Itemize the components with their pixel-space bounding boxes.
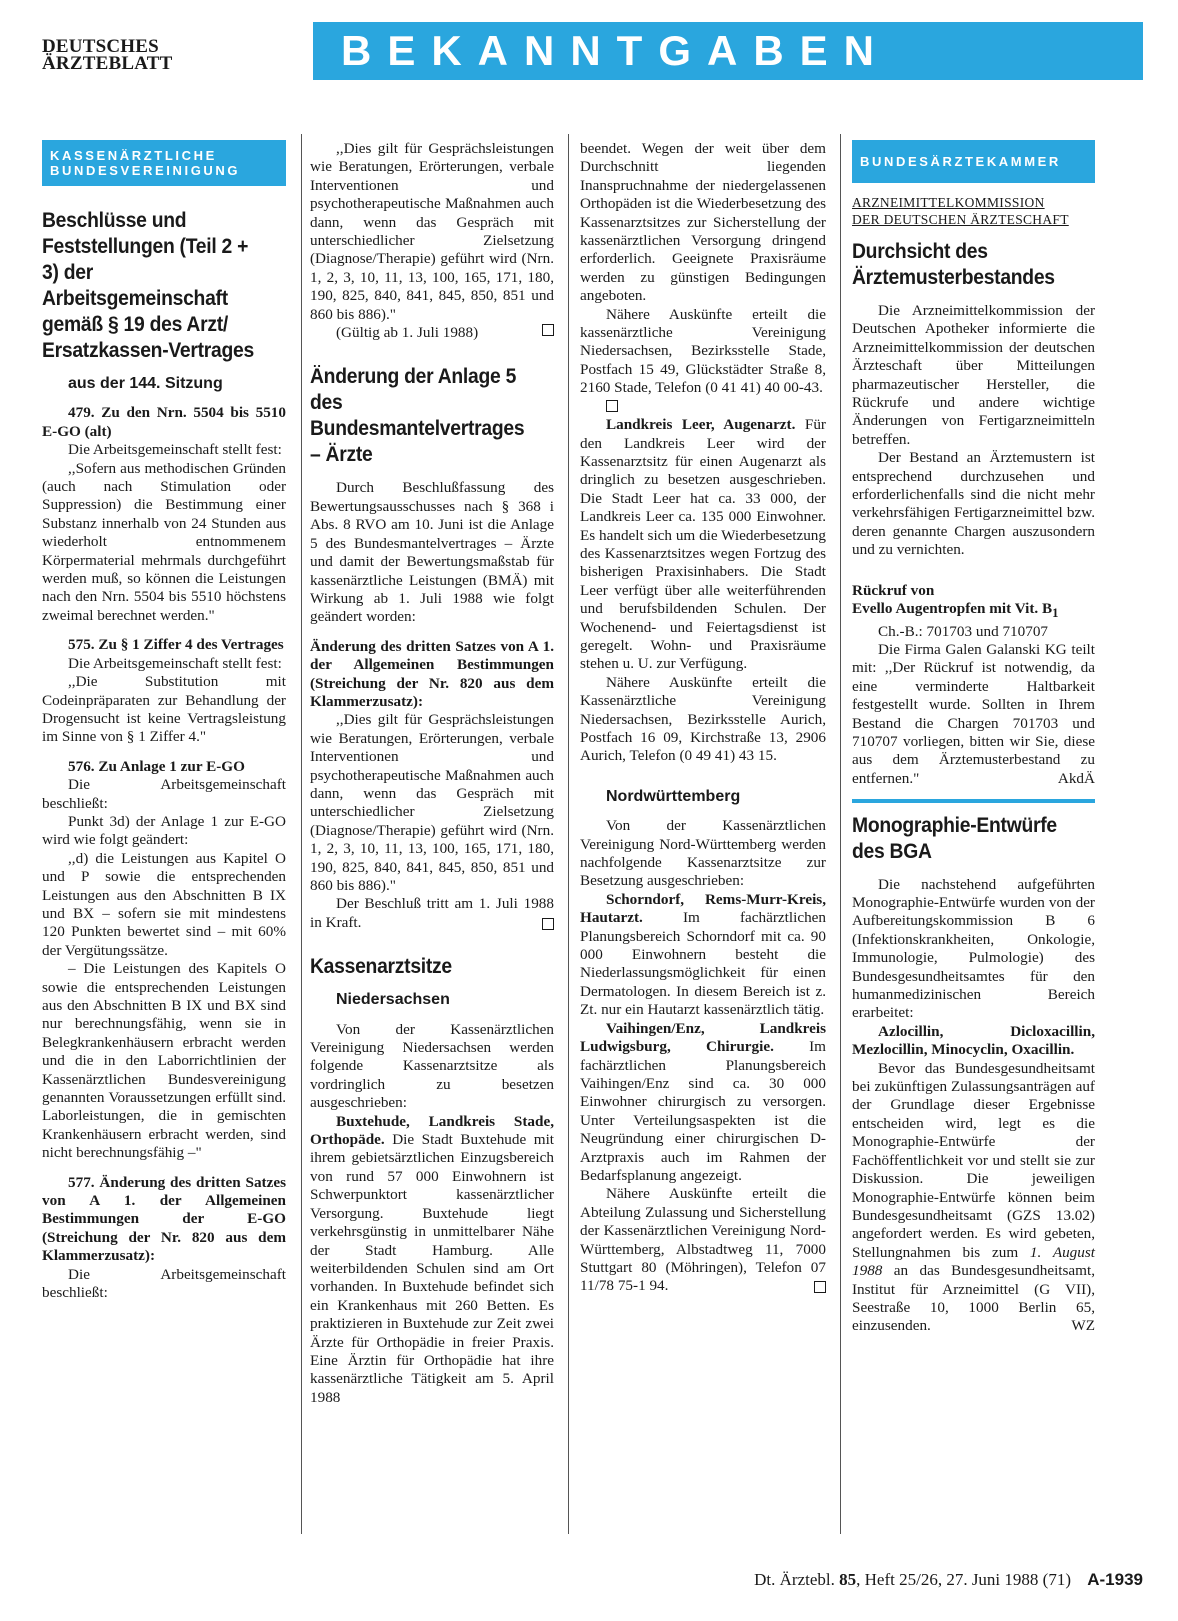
paragraph: beendet. Wegen der weit über dem Durchschnitt liegenden Inanspruchnahme der niedergelassenen Orthopäden ist die Wiederbesetzung des Kassenarztsitzes zur Sicherstellung der kassenärztlichen Versorgung dringend erforderlich. Geeignete Praxisräume werden zu günstigen Bedingungen angeboten.	[580, 140, 826, 305]
article-headline: Durchsicht des Ärztemusterbestandes	[852, 240, 1055, 289]
paragraph: – Die Leistungen des Kapitels O sowie die entsprechenden Leistungen aus den Abschnitten B IX und BX sind nur berechnungsfähig, wenn sie in Belegkrankenhäusern erbracht werden und die in den Laborrichtlinien der Kassenärztlichen Bundesvereinigung genannten Voraussetzungen erfüllt sind. Laborleistungen, die in gemischten Krankenhäusern erbracht werden, sind nicht berechnungsfähig –"	[42, 960, 286, 1162]
bold-lead: Buxtehude, Landkreis Stade, Orthopäde.	[310, 1112, 554, 1149]
validity-note: (Gültig ab 1. Juli 1988)	[336, 324, 479, 342]
paragraph-text: Im fachärztlichen Planungsbereich Schorndorf mit ca. 90 000 Einwohnern besteht die Niederlassungsmöglichkeit für einen Dermatologen. In diesem Bereich ist z. Zt. nur ein Hautarzt kassenärztlich tätig.	[580, 909, 826, 1019]
signature: WZ	[1071, 1317, 1095, 1335]
end-of-article-box	[542, 324, 554, 336]
paragraph-text: Der Beschluß tritt am 1. Juli 1988 in Kraft.	[310, 895, 554, 931]
drug-list: Azlocillin, Dicloxacillin, Mezlocillin, Minocyclin, Oxacillin.	[852, 1022, 1095, 1059]
masthead-line1: DEUTSCHES	[42, 36, 159, 57]
column-rule	[840, 134, 841, 1534]
section-heading: 576. Zu Anlage 1 zur E-GO	[68, 757, 245, 775]
page-footer	[600, 1570, 1143, 1590]
footer-page-number: A-1939	[1087, 1570, 1143, 1589]
divider	[852, 799, 1095, 803]
paragraph: Der Bestand an Ärztemustern ist entsprechend durchzusehen und erforderlichenfalls sind die nicht mehr verkehrsfähigen Fertigarzneimittel bzw. deren genannte Chargen auszusondern und zu vernichten.	[852, 449, 1095, 559]
masthead-line2: ÄRZTEBLATT	[42, 53, 173, 74]
bold-lead: Vaihingen/Enz, Landkreis Ludwigsburg, Chirurgie.	[580, 1019, 826, 1056]
paragraph: Ch.-B.: 701703 und 710707	[878, 622, 1049, 640]
paragraph-text: Die Stadt Buxtehude mit ihrem gebietsärztlichen Einzugsbereich von rund 57 000 Einwohnern ist Schwerpunktort kassenärztlicher Versorgung. Buxtehude liegt verkehrsgünstig in unmittelbarer Nähe der Stadt Hamburg. Alle weiterbildenden Schulen sind am Ort vorhanden. In Buxtehude befindet sich ein Krankenhaus mit 260 Betten. Es praktizieren in Buxtehude zur Zeit zwei Ärzte für Orthopädie in freier Praxis. Eine Ärztin für Orthopädie hat ihre kassenärztliche Tätigkeit am 5. April 1988	[310, 1131, 555, 1406]
paragraph: Die Arbeitsgemeinschaft beschließt:	[42, 776, 286, 812]
bold-lead: Schorndorf, Rems-Murr-Kreis, Hautarzt.	[580, 890, 826, 927]
paragraph	[580, 1020, 826, 1186]
end-of-article-box	[542, 918, 554, 930]
paragraph: ,,Dies gilt für Gesprächsleistungen wie Beratungen, Erörterungen, verbale Interventionen und psychotherapeutische Maßnahmen auch dann, wenn das Gespräch mit unterschiedlicher Zielsetzung (Diagnose/Therapie) geführt wird (Nrn. 1, 2, 3, 10, 11, 13, 100, 165, 171, 180, 190, 825, 840, 841, 845, 850, 851 und 860 bis 886)."	[310, 140, 554, 323]
paragraph: Die nachstehend aufgeführten Monographie-Entwürfe wurden von der Aufbereitungskommission B 6 (Infektionskrankheiten, Onkologie, Immunologie, Pulmologie) des Bundesgesundheitsamtes für den humanmedizinischen Bereich erarbeitet:	[852, 875, 1095, 1022]
end-of-article-box	[606, 400, 618, 412]
article-headline: Beschlüsse und Feststellungen (Teil 2 + 3) der Arbeitsgemeinschaft gemäß § 19 des Arzt/ Ersatzkassen-Vertrages	[42, 209, 254, 362]
footer-issue: , Heft 25/26, 27. Juni 1988 (71)	[856, 1570, 1071, 1589]
recall-heading: Rückruf von	[852, 581, 935, 599]
paragraph: ,,Sofern aus methodischen Gründen (auch nach Stimulation oder Suppression) die Bestimmung einer Substanz innerhalb von 24 Stunden aus wiederholt entnommenem Körpermaterial mehrmals durchgeführt werden muß, so können die Leistungen nach den Nrn. 5504 bis 5510 höchstens zweimal berechnet werden."	[42, 459, 286, 624]
column-rule	[568, 134, 569, 1534]
paragraph: Durch Beschlußfassung des Bewertungsausschusses nach § 368 i Abs. 8 RVO am 10. Juni ist die Anlage 5 des Bundesmantelvertrages – Ärzte und damit der Bewertungsmaßstab für kassenärztliche Leistungen (BMÄ) mit Wirkung ab 1. Juli 1988 wie folgt geändert worden:	[310, 479, 554, 626]
column-1	[42, 140, 286, 1303]
paragraph-text: Im fachärztlichen Planungsbereich Vaihingen/Enz sind ca. 30 000 Einwohner chirurgisch zu versorgen. Unter Verteilungsaspekten ist die Neugründung einer chirurgischen D-Arztpraxis auch im Rahmen der Bedarfsplanung angezeigt.	[580, 1038, 826, 1184]
paragraph-text: an das Bundesgesundheitsamt, Institut für Arzneimittel (G VII), Seestraße 10, 1000 Berlin 65, einzusenden.	[852, 1262, 1095, 1335]
session-subtitle: aus der 144. Sitzung	[68, 375, 223, 392]
paragraph: ,,Die Substitution mit Codeinpräparaten zur Behandlung der Drogensucht ist keine Vertragsleistung im Sinne von § 1 Ziffer 4."	[42, 673, 286, 746]
recall-product-name: Evello Augentropfen mit Vit. B	[852, 600, 1053, 618]
column-rule	[301, 134, 302, 1534]
end-of-article-box	[814, 1281, 826, 1293]
paragraph	[310, 895, 554, 932]
paragraph	[310, 324, 554, 342]
footer-volume: 85	[839, 1570, 857, 1589]
paragraph: ,,d) die Leistungen aus Kapitel O und P sowie die entsprechenden Leistungen aus den Abschnitten B IX und BX – sofern sie mit mindestens 120 Punkten bewertet sind – mit 60% der Vergütungssätze.	[42, 849, 286, 959]
footer-journal: Dt. Ärztebl.	[754, 1570, 835, 1589]
paragraph	[580, 416, 826, 674]
paragraph-text: Bevor das Bundesgesundheitsamt bei zukünftigen Zulassungsanträgen auf der Grundlage dieser Ergebnisse entscheiden wird, legt es die Monographie-Entwürfe der Fachöffentlichkeit vor und stellt sie zur Diskussion. Die jeweiligen Monographie-Entwürfe können beim Bundesgesundheitsamt (GZS 13.02) angefordert werden. Es wird gebeten, Stellungnahmen bis zum	[852, 1059, 1095, 1261]
paragraph: Die Firma Galen Galanski KG teilt mit: ,,Der Rückruf ist notwendig, da eine verminderte Haltbarkeit festgestellt wurde. Sollten in Ihrem Bestand die Chargen 701703 und 710707 vorliegen, bitten wir Sie, diese aus dem Ärztemusterbestand zu entfernen."	[852, 640, 1095, 787]
paragraph	[310, 1113, 554, 1408]
kicker-line: KASSENÄRZTLICHE	[50, 148, 217, 163]
section-kicker	[42, 140, 286, 186]
masthead	[42, 38, 172, 72]
article-headline: Monographie-Entwürfe des BGA	[852, 813, 1057, 863]
recall-product-subscript: 1	[1052, 606, 1059, 621]
paragraph-text: Nähere Auskünfte erteilt die Abteilung Zulassung und Sicherstellung der Kassenärztlichen Vereinigung Nord-Württemberg, Albstadtweg 11, 7000 Stuttgart 80 (Möhringen), Telefon 07 11/78 75-1 94.	[580, 1185, 826, 1295]
section-banner	[313, 22, 1143, 80]
banner-title: BEKANNTGABEN	[341, 27, 890, 74]
section-heading: 479. Zu den Nrn. 5504 bis 5510 E-GO (alt)	[42, 404, 286, 440]
end-mark	[580, 398, 826, 416]
paragraph: Die Arbeitsgemeinschaft beschließt:	[42, 1265, 286, 1302]
org-line: DER DEUTSCHEN ÄRZTESCHAFT	[852, 212, 1069, 227]
section-kicker	[852, 140, 1095, 183]
paragraph	[580, 1185, 826, 1295]
kicker-line: BUNDESÄRZTEKAMMER	[860, 154, 1061, 169]
paragraph: Nähere Auskünfte erteilt die Kassenärztliche Vereinigung Niedersachsen, Bezirksstelle Aurich, Postfach 16 09, Kirchstraße 13, 2906 Aurich, Telefon (0 49 41) 43 15.	[580, 673, 826, 765]
paragraph: Punkt 3d) der Anlage 1 zur E-GO wird wie folgt geändert:	[42, 812, 286, 849]
region-subtitle: Nordwürttemberg	[606, 787, 741, 805]
paragraph: Von der Kassenärztlichen Vereinigung Niedersachsen werden folgende Kassenarztsitze als vordringlich zu besetzen ausgeschrieben:	[310, 1020, 554, 1112]
paragraph: Von der Kassenärztlichen Vereinigung Nord-Württemberg werden nachfolgende Kassenarztsitze zur Besetzung ausgeschrieben:	[580, 817, 826, 890]
paragraph: Die Arbeitsgemeinschaft stellt fest:	[68, 441, 282, 459]
section-heading: 575. Zu § 1 Ziffer 4 des Vertrages	[68, 636, 284, 654]
recall-product	[852, 600, 1095, 622]
paragraph-text: Für den Landkreis Leer wird der Kassenarztsitz für einen Augenarzt als dringlich zu besetzen ausgeschrieben. Die Stadt Leer hat ca. 33 000, der Landkreis Leer ca. 135 000 Einwohner. Es handelt sich um die Wiederbesetzung des Kassenarztsitzes wegen Fortzug des bisherigen Praxisinhabers. Die Stadt Leer verfügt über alle weiterführenden und berufsbildenden Schulen. Der Wochenend- und Feiertagsdienst ist geregelt. Wohn- und Praxisräume stehen u. U. zur Verfügung.	[580, 416, 826, 673]
paragraph	[852, 1060, 1095, 1336]
paragraph: Die Arbeitsgemeinschaft stellt fest:	[68, 654, 282, 672]
paragraph: ,,Dies gilt für Gesprächsleistungen wie Beratungen, Erörterungen, verbale Interventionen und psychotherapeutische Maßnahmen auch dann, wenn das Gespräch mit unterschiedlicher Zielsetzung (Diagnose/Therapie) geführt wird (Nrn. 1, 2, 3, 10, 11, 13, 100, 165, 171, 180, 190, 825, 840, 841, 845, 850, 851 und 860 bis 886)."	[310, 711, 554, 894]
column-3	[580, 140, 826, 1296]
section-heading: 577. Änderung des dritten Satzes von A 1. der Allgemeinen Bestimmungen der E-GO (Streichung der Nr. 820 aus dem Klammerzusatz):	[42, 1173, 286, 1265]
signature: AkdÄ	[1057, 770, 1095, 788]
paragraph	[580, 891, 826, 1020]
article-headline: Kassenarztsitze	[310, 955, 452, 979]
bold-heading: Änderung des dritten Satzes von A 1. der Allgemeinen Bestimmungen (Streichung der Nr. 820 aus dem Klammerzusatz):	[310, 637, 554, 710]
paragraph: Die Arzneimittelkommission der Deutschen Apotheker informierte die Arzneimittelkommission der deutschen Ärzteschaft über Mitteilungen pharmazeutischer Hersteller, die Rückrufe und andere wichtige Änderungen von Fertigarzneimitteln betreffen.	[852, 302, 1095, 448]
deadline-date: 1. August 1988	[852, 1243, 1096, 1280]
paragraph: Nähere Auskünfte erteilt die kassenärztliche Vereinigung Niedersachsen, Bezirksstelle Stade, Postfach 15 49, Glückstädter Straße 8, 2160 Stade, Telefon (0 41 41) 40 00-43.	[580, 305, 826, 397]
bold-lead: Landkreis Leer, Augenarzt.	[606, 416, 796, 434]
article-headline: Änderung der Anlage 5 des Bundesmantelvertrages – Ärzte	[310, 365, 525, 467]
column-4	[852, 140, 1095, 1336]
org-line: ARZNEIMITTELKOMMISSION	[852, 195, 1045, 210]
kicker-line: BUNDESVEREINIGUNG	[50, 163, 241, 178]
column-2	[310, 140, 554, 1407]
region-subtitle: Niedersachsen	[336, 991, 450, 1009]
